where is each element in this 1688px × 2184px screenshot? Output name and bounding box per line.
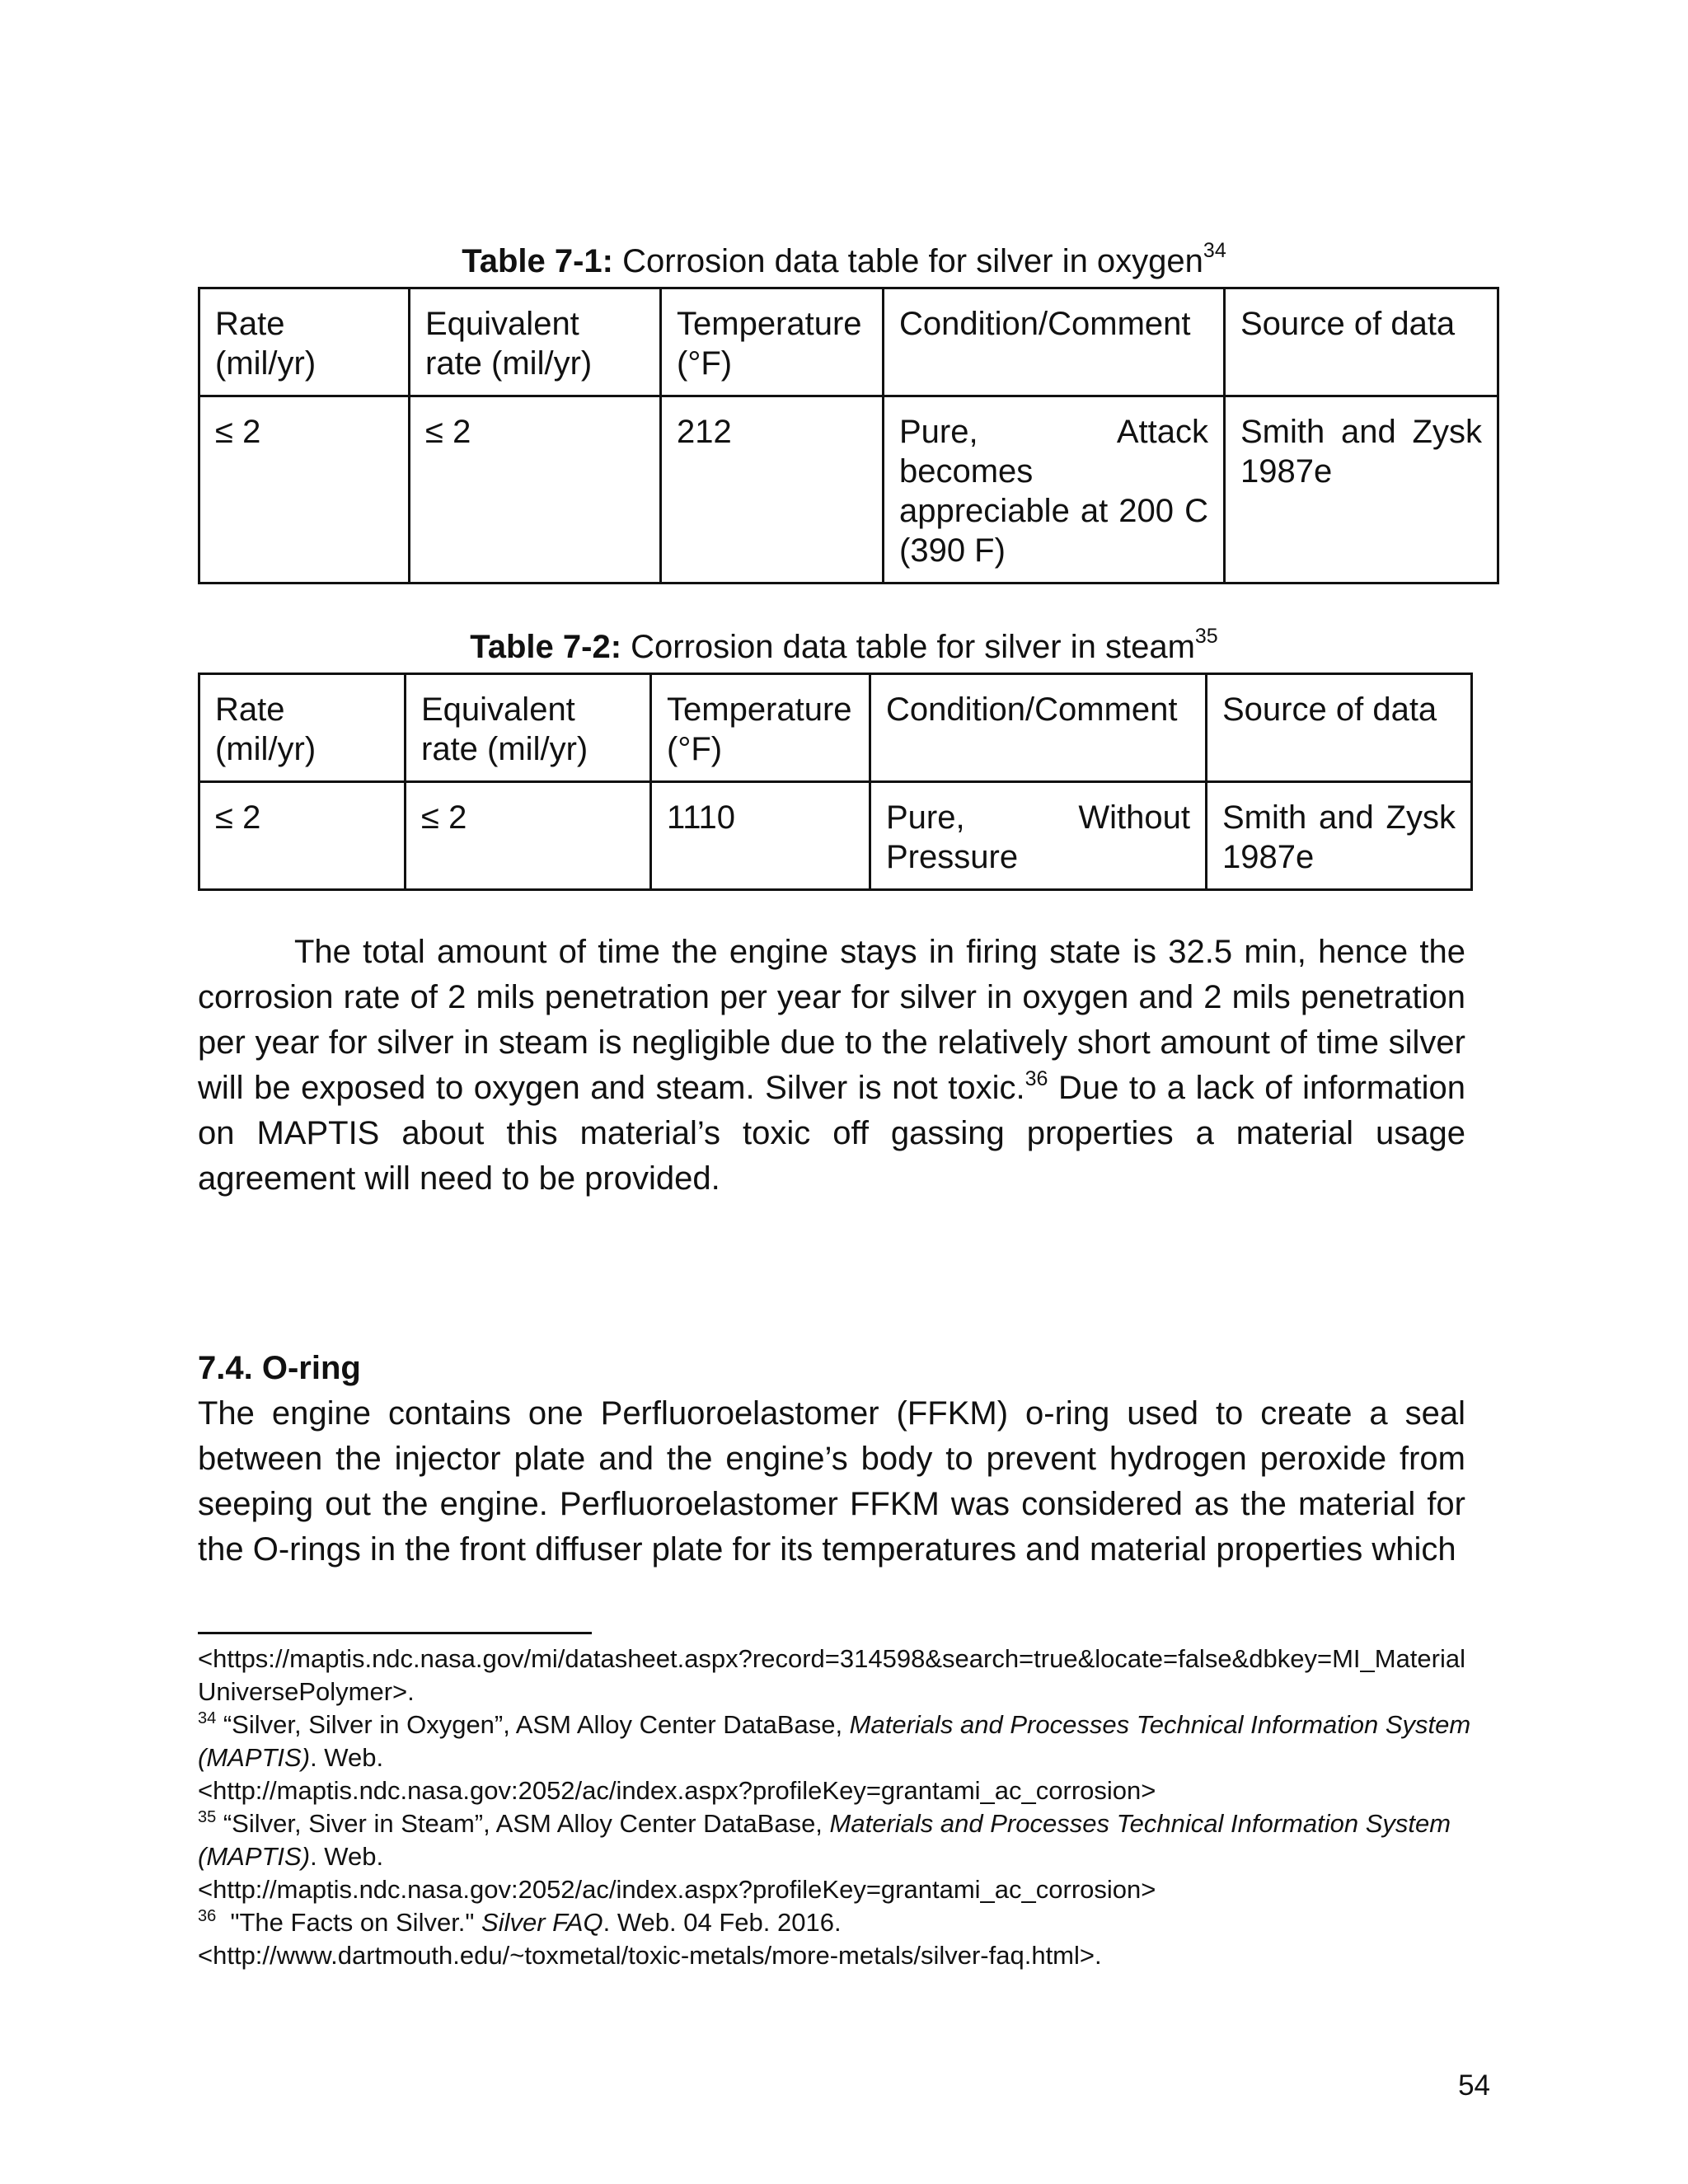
table-7-1-caption: [0, 241, 1688, 281]
table-header-cell: Condition/Comment: [870, 674, 1207, 782]
table-cell-temperature: 212: [661, 396, 884, 583]
footnote-number: 34: [198, 1709, 217, 1727]
footnote-italic-title: Materials and Processes Technical Information System (MAPTIS): [198, 1809, 1451, 1871]
page-number: 54: [1458, 2069, 1490, 2102]
table-header-cell: Rate (mil/yr): [199, 674, 406, 782]
table-row: [199, 782, 1472, 890]
footnote-text: . Web.: [310, 1842, 384, 1871]
footnote-text: . Web.: [310, 1743, 384, 1772]
footnote-text: “Silver, Silver in Oxygen”, ASM Alloy Center DataBase,: [216, 1710, 850, 1739]
table-cell-temperature: 1110: [651, 782, 870, 890]
footnote-ref-35[interactable]: 35: [1194, 625, 1218, 648]
table-header-row: [199, 288, 1498, 396]
footnote-separator: [198, 1632, 592, 1634]
footnote-text: "The Facts on Silver.": [216, 1908, 482, 1937]
table-7-1: [198, 287, 1499, 584]
table-cell-source: Smith and Zysk 1987e: [1207, 782, 1472, 890]
table-cell-equivalent-rate: ≤ 2: [406, 782, 651, 890]
section-paragraph: The engine contains one Perfluoroelastomer (FFKM) o-ring used to create a seal between the injector plate and the engine’s body to prevent hydrogen peroxide from seeping out the engine. Perfluoroelastomer FFKM was considered as the material for the O-rings in the front diffuser plate for its temperatures and material properties which: [198, 1395, 1465, 1568]
footnote-italic-title: Materials and Processes Technical Information System (MAPTIS): [198, 1710, 1471, 1772]
table-cell-rate: ≤ 2: [199, 782, 406, 890]
table-7-1-caption-label: Table 7-1:: [462, 243, 613, 279]
footnote-36: [198, 1906, 1484, 1939]
footnote-number: 36: [198, 1907, 217, 1925]
body-paragraph-text-2: Due to a lack of information on MAPTIS about this material’s toxic off gassing properties a material usage agreement will need to be provided.: [198, 1070, 1465, 1197]
footnote-35: [198, 1807, 1484, 1873]
table-header-cell: Source of data: [1225, 288, 1498, 396]
body-paragraph: [198, 930, 1465, 1202]
table-header-cell: Equivalent rate (mil/yr): [410, 288, 661, 396]
table-header-cell: Condition/Comment: [884, 288, 1225, 396]
footnote-number: 35: [198, 1808, 217, 1826]
footnote-36-url[interactable]: <http://www.dartmouth.edu/~toxmetal/toxic-metals/more-metals/silver-faq.html>.: [198, 1941, 1102, 1970]
footnote-text: “Silver, Siver in Steam”, ASM Alloy Center DataBase,: [216, 1809, 830, 1838]
table-header-cell: Temperature (°F): [661, 288, 884, 396]
table-7-1-caption-text: Corrosion data table for silver in oxygen: [613, 243, 1203, 279]
table-header-cell: Equivalent rate (mil/yr): [406, 674, 651, 782]
table-cell-equivalent-rate: ≤ 2: [410, 396, 661, 583]
table-cell-rate: ≤ 2: [199, 396, 410, 583]
footnote-ref-34[interactable]: 34: [1203, 239, 1226, 262]
section-heading: 7.4. O-ring: [198, 1350, 361, 1386]
footnote-italic-title: Silver FAQ: [481, 1908, 603, 1937]
table-header-cell: Source of data: [1207, 674, 1472, 782]
table-7-2-caption-text: Corrosion data table for silver in steam: [621, 629, 1195, 665]
table-cell-condition: Pure, Without Pressure: [870, 782, 1207, 890]
footnote-ref-36[interactable]: 36: [1025, 1067, 1048, 1090]
table-row: [199, 396, 1498, 583]
footnote-34-url[interactable]: <http://maptis.ndc.nasa.gov:2052/ac/index.aspx?profileKey=grantami_ac_corrosion>: [198, 1776, 1156, 1805]
table-7-2-caption-label: Table 7-2:: [470, 629, 622, 665]
table-7-2-caption: [0, 627, 1688, 667]
table-7-2: [198, 673, 1473, 891]
footnote-continued-url[interactable]: <https://maptis.ndc.nasa.gov/mi/datasheet.aspx?record=314598&search=true&locate=false&dbkey=MI_MaterialUniversePolymer>.: [198, 1644, 1465, 1706]
footnote-34: [198, 1708, 1484, 1774]
body-paragraph-text-1: The total amount of time the engine stays in firing state is 32.5 min, hence the corrosion rate of 2 mils penetration per year for silver in oxygen and 2 mils penetration per year for silver in steam is negligible due to the relatively short amount of time silver will be exposed to oxygen and steam. Silver is not toxic.: [198, 934, 1465, 1106]
table-header-cell: Rate (mil/yr): [199, 288, 410, 396]
table-header-cell: Temperature (°F): [651, 674, 870, 782]
footnote-35-url[interactable]: <http://maptis.ndc.nasa.gov:2052/ac/index.aspx?profileKey=grantami_ac_corrosion>: [198, 1875, 1156, 1904]
table-cell-source: Smith and Zysk 1987e: [1225, 396, 1498, 583]
footnotes: [198, 1643, 1484, 1972]
table-header-row: [199, 674, 1472, 782]
footnote-text: . Web. 04 Feb. 2016.: [603, 1908, 842, 1937]
table-cell-condition: Pure, Attack becomes appreciable at 200 C (390 F): [884, 396, 1225, 583]
